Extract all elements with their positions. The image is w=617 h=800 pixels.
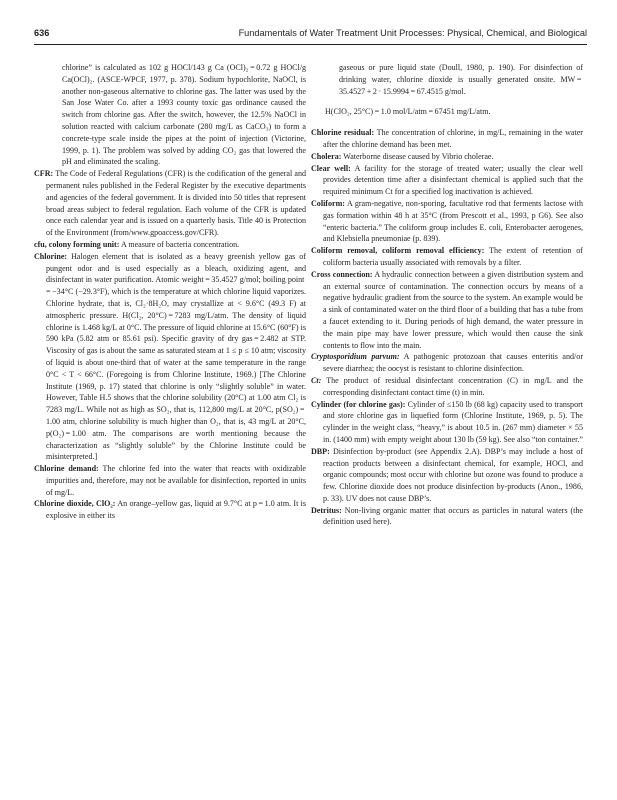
entry-text: A measure of bacteria concentration.: [120, 239, 240, 249]
entry-term: Chlorine:: [34, 251, 68, 261]
entry-term: Ct:: [311, 375, 322, 385]
entry-term: DBP:: [311, 446, 330, 456]
glossary-entry-cfr: [34, 168, 306, 239]
entry-text: A facility for the storage of treated water; usually the clear well provides detention time after a disinfectant chemical is applied such that the required minimum Ct for a specified log inactivation is achieved.: [323, 163, 584, 197]
glossary-entry-dbp: [311, 446, 583, 505]
entry-text: Waterborne disease caused by Vibrio cholerae.: [343, 151, 494, 161]
entry-term: Chlorine demand:: [34, 464, 99, 474]
entry-term: Cryptosporidium parvum:: [311, 352, 400, 362]
entry-term: Cross connection:: [311, 269, 373, 279]
entry-text: gaseous or pure liquid state (Doull, 1980, p. 190). For disinfection of drinking water, chlorine dioxide is usually generated onsite. MW = 35.4527 + 2 · 15.9994 = 67.4515 g/mol.: [339, 63, 583, 96]
running-header: [34, 28, 587, 42]
entry-term: Chlorine dioxide, ClO₂:: [34, 499, 116, 509]
glossary-entry-chlorine-demand: [34, 463, 306, 498]
entry-term: Detritus:: [311, 505, 342, 515]
entry-term: cfu, colony forming unit:: [34, 239, 120, 249]
entry-term: Coliform:: [311, 198, 345, 208]
entry-term: Coliform removal, coliform removal efficiency:: [311, 246, 485, 256]
glossary-entry-coliform-removal: [311, 245, 583, 269]
entry-term: Cholera:: [311, 151, 342, 161]
glossary-entry-continued: [34, 62, 306, 168]
entry-term: Clear well:: [311, 163, 351, 173]
glossary-entry-clear-well: [311, 163, 583, 198]
entry-text: An orange–yellow gas, liquid at 9.7°C at p = 1.0 atm. It is explosive in either its: [46, 499, 307, 521]
entry-text: A pathogenic protozoan that causes enteritis and/or severe diarrhea; the oocyst is resistant to chlorine disinfection.: [323, 352, 583, 374]
running-title: Fundamentals of Water Treatment Unit Processes: Physical, Chemical, and Biological: [238, 28, 587, 38]
header-rule: [34, 44, 587, 45]
entry-text: A gram-negative, non-sporing, facultative rod that ferments lactose with gas formation within 48 h at 35°C (from Prescott et al., 1993, p G6). See also “enteric bacteria.” The coliform group includes E. coli, Enterobacter aerogenes, and Klebsiella pneumoniae (p. 839).: [323, 198, 583, 244]
glossary-entry-cryptosporidium: [311, 351, 583, 375]
entry-text: A hydraulic connection between a given distribution system and an external source of contamination. The connection occurs by means of a negative hydraulic gradient from the source to the system. An example would be a sink of contaminated water on the third floor of a building that has a tube from a faucet extending to it. During periods of high demand, the water pressure in the main pipe may have lower pressure, which would then cause the sink contents to flow into the main.: [323, 269, 583, 350]
entry-text: The concentration of chlorine, in mg/L, remaining in the water after the chlorine demand has been met.: [323, 128, 583, 149]
glossary-entry-chlorine-dioxide: [34, 498, 306, 522]
glossary-entry-cfu: [34, 239, 306, 251]
glossary-entry-ct: [311, 375, 583, 399]
formula-text: H(ClO₂, 25°C) = 1.0 mol/L/atm = 67451 mg/L/atm.: [325, 107, 491, 117]
entry-text: The Code of Federal Regulations (CFR) is the codification of the general and permanent rules published in the Federal Register by the executive departments and agencies of the federal government. It is divided into 50 titles that represent broad areas subject to federal regulation. Each volume of the CFR is updated once each calendar year and is issued on a quarterly basis. Title 40 is Protection of the Environment (from/www.gpoaccess.gov/CFR).: [46, 169, 306, 238]
glossary-entry-cylinder: [311, 399, 583, 446]
entry-term: Cylinder (for chlorine gas):: [311, 399, 406, 409]
entry-text: chlorine” is calculated as 102 g HOCl/143 g Ca (OCl)₂ = 0.72 g HOCl/g Ca(OCl)₂. (ASCE-WPCF, 1977, p. 378). Sodium hypochlorite, NaOCl, is another non-gaseous alternative to chlorine gas. The latter was used by the San Jose Water Co. after a 1993 county toxic gas ordinance caused the switch from chlorine gas. After the switch, however, the 12.5% NaOCl in solution reacted with calcium carbonate (280 mg/L as CaCO₃) to form a concrete-type scale inside the pipes at the point of injection (Victorine, 1999, p. 1). The problem was solved by adding CO₂ gas that lowered the pH and eliminated the scaling.: [62, 63, 306, 167]
entry-term: Chlorine residual:: [311, 128, 375, 138]
entry-text: Halogen element that is isolated as a heavy greenish yellow gas of pungent odor and is used especially as a bleach, oxidizing agent, and disinfectant in water purification. Atomic weight = 35.4527 g/mol; boiling point = −34°C (−29.3°F), which is the temperature at which chlorine liquid vaporizes. Chlorine hydrate, that is, Cl₂·8H₂O, may crystallize at < 9.6°C (49.3 F) at atmospheric pressure. H(Cl₂, 20°C) = 7283 mg/L/atm. The density of liquid chlorine is 1.468 kg/L at 0°C. The pressure of liquid chlorine at 15.6°C (60°F) is 590 kPa (5.82 atm or 85.61 psi). Specific gravity of dry gas = 2.482 at STP. Viscosity of gas is about the same as saturated steam at 1 ≤ p ≤ 10 atm; viscosity of liquid is about one-third that of water at the same temperature in the range 0°C < T < 66°C. (Foregoing is from Chlorine Institute, 1969.) [The Chlorine Institute (1969, p. 17) stated that chlorine is only “slightly soluble” in water. However, Table H.5 shows that the chlorine solubility (20°C) at 1.00 atm Cl₂ is 7283 mg/L. While not as high as SO₂, that is, 112,800 mg/L at 20°C, p(SO₂) = 1.00 atm, chlorine solubility is much higher than O₂, that is, 43 mg/L at 20°C, p(O₂) = 1.00 atm. The comparisons are worth mentioning because the characterization as “slightly soluble” by the Chlorine Institute could be misinterpreted.]: [46, 251, 306, 462]
glossary-entry-chlorine-residual: [311, 127, 583, 151]
glossary-entry-detritus: [311, 505, 583, 529]
glossary-entry-chlorine: [34, 251, 306, 463]
glossary-entry-continued: [311, 62, 583, 97]
page-number: 636: [34, 28, 50, 38]
glossary-entry-coliform: [311, 198, 583, 245]
entry-text: Disinfection by-product (see Appendix 2.A). DBP’s may include a host of reaction products between a disinfectant chemical, for example, HOCl, and organic compounds; most occur with chlorine but ozone was found to produce a few. Chlorine dioxide does not produce disinfection by-products (Anon., 1986, p. 33). UV does not cause DBP’s.: [323, 446, 583, 503]
entry-text: The extent of retention of coliform bacteria usually associated with removals by a filter.: [323, 246, 583, 267]
entry-text: Cylinder of ≤150 lb (68 kg) capacity used to transport and store chlorine gas in liquefied form (Chlorine Institute, 1969, p. 5). The cylinder in the weight class, “heavy,” is about 10.5 in. (267 mm) diameter × 55 in. (1400 mm) with empty weight about 130 lb (59 kg). See also “ton container.”: [323, 399, 584, 444]
glossary-entry-cholera: [311, 151, 583, 163]
entry-text: The chlorine fed into the water that reacts with oxidizable impurities and, therefore, may not be available for disinfection, reported in units of mg/L.: [46, 464, 306, 497]
entry-text: The product of residual disinfectant concentration (C) in mg/L and the corresponding disinfectant contact time (t) in min.: [323, 375, 583, 397]
left-column: [34, 62, 306, 522]
right-column: [311, 62, 583, 528]
henry-constant-formula: [311, 106, 583, 118]
glossary-entry-cross-connection: [311, 269, 583, 352]
entry-text: Non-living organic matter that occurs as particles in natural waters (the definition used here).: [323, 505, 584, 527]
entry-term: CFR:: [34, 169, 54, 179]
